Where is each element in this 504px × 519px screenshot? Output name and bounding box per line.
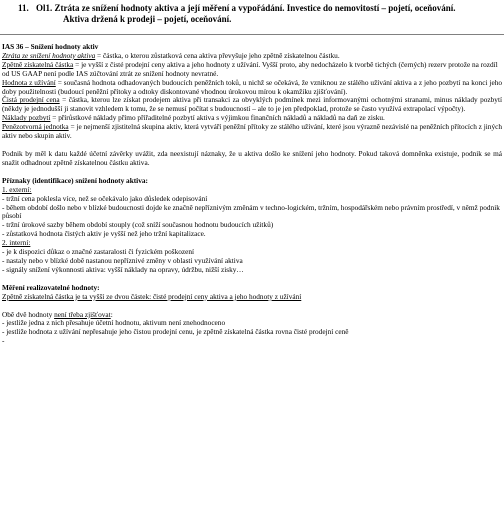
trailing-dash: - [2,336,5,346]
intro-underlined: není třeba zjišťovat [54,309,111,319]
definition-text: = současná hodnota odhadovaných budoucích peněžních toků, u nichž se očekává, že vzniknou ze stálého užívání aktiva a z jeho pozbytí na konci jeho doby použitelnosti (budoucí peněžní přítoky a odtoky diskontované vhodnou úrokovou mírou k okamžiku zjišťování). [2,77,502,96]
definition-net-selling-price [2,96,502,114]
definition-term: Hodnota z užívání [2,77,56,87]
intro-text: Obě dvě hodnoty [2,309,55,319]
heading-line-2: Aktiva držená k prodeji – pojetí, oceňování. [63,14,232,24]
signs-internal-label: 2. interní: [2,238,31,248]
definition-text: = je vyšší z čisté prodejní ceny aktiva a jeho hodnoty z užívání. Vyšší proto, aby nedocházelo k tvorbě tichých (černých) rezerv protože na rozdíl od US GAAP není podle IAS zúčtování ztrát ze snížení hodnoty nevratné. [2,59,498,78]
definition-text: = částka, kterou lze získat prodejem aktiva při transakci za obvyklých podmínek mezi informovanými ochotnými stranami, minus náklady pozbytí (někdy je jednodušší ji stanovit vzhledem k tomu, že se nemusí počítat s budoucností – ale to je jen předpoklad, protože se často využívá extrapolací výpočty). [2,95,502,114]
definition-term: Čistá prodejní cena [2,95,60,105]
external-sign-item: - zůstatková hodnota čistých aktiv je vyšší než jeho tržní kapitalizace. [2,229,206,239]
internal-sign-item: - nastaly nebo v blízké době nastanou nepříznivé změny v oblasti využívání aktiva [2,255,243,265]
document-body [2,43,502,346]
intro-colon: : [110,309,113,319]
section-heading [18,3,502,25]
external-sign-item: - tržní cena poklesla více, než se očekávalo jako důsledek odepisování [2,193,208,203]
measure-title: Měření realizovatelné hodnoty: [2,282,100,292]
heading-divider [0,34,504,35]
definition-value-in-use [2,79,502,97]
both-values-item: - jestliže jedna z nich přesahuje účetní hodnotu, aktivum není znehodnoceno [2,318,226,328]
definition-recoverable-amount [2,61,502,79]
paragraph-assessment: Podnik by měl k datu každé účetní závěrky uvážit, zda neexistují náznaky, že u aktiva došlo ke snížení jeho hodnoty. Pokud taková domněnka existuje, podnik se má snažit odhadnout zpětně získatelnou částku aktiva. [2,148,502,167]
internal-sign-item: - signály snížení výkonnosti aktiva: vyšší náklady na opravy, údržbu, nižší zisky… [2,264,244,274]
measure-text: Zpětně získatelná částka je ta vyšší ze dvou částek: čisté prodejní ceny aktiva a jeho hodnoty z užívání [2,291,302,301]
ias36-title: IAS 36 – Snížení hodnoty aktiv [2,42,99,51]
external-sign-item: - během období došlo nebo v blízké budoucnosti dojde ke značně nepříznivým změnám v techno-logickém, tržním, hospodářském nebo právním prostředí, v němž podnik působí [2,202,500,221]
internal-sign-item: - je k dispozici důkaz o značné zastaralosti či fyzickém poškození [2,247,195,257]
definition-cash-generating-unit [2,123,502,141]
definition-text: = částka, o kterou zůstatková cena aktiva převyšuje jeho zpětně získatelnou částku. [95,50,340,60]
definition-term: Náklady pozbytí [2,113,51,123]
signs-external-label: 1. externí: [2,184,32,194]
heading-number: 11. [18,3,29,13]
definition-text: = přírůstkové náklady přímo přiřaditelné pozbytí aktiva s výjimkou finančních nákladů a nákladů na daň ze zisku. [50,113,385,123]
definition-term: Zpětně získatelná částka [2,59,74,69]
signs-title: Příznaky (identifikace) snížení hodnoty aktiva: [2,175,148,185]
external-sign-item: - tržní úrokové sazby během období stouply (což sníží současnou hodnotu budoucích užitků) [2,220,274,230]
heading-line-1: Ol1. Ztráta ze snížení hodnoty aktiva a její měření a vypořádání. Investice do nemovitostí – pojetí, oceňování. [36,3,456,13]
definition-term: Penězotvorná jednotka [2,122,69,132]
definition-text: = je nejmenší zjistitelná skupina aktiv, která vytváří peněžní přítoky ze stálého užívání, které jsou výrazně nezávislé na peněžních přítocích z jiných aktiv nebo skupin aktiv. [2,122,502,141]
definition-term: Ztráta ze snížení hodnoty aktiva [2,50,96,60]
both-values-item: - jestliže hodnota z užívání nepřesahuje jeho čistou prodejní cenu, je zpětně získatelná částka rovna čisté prodejní ceně [2,327,349,337]
